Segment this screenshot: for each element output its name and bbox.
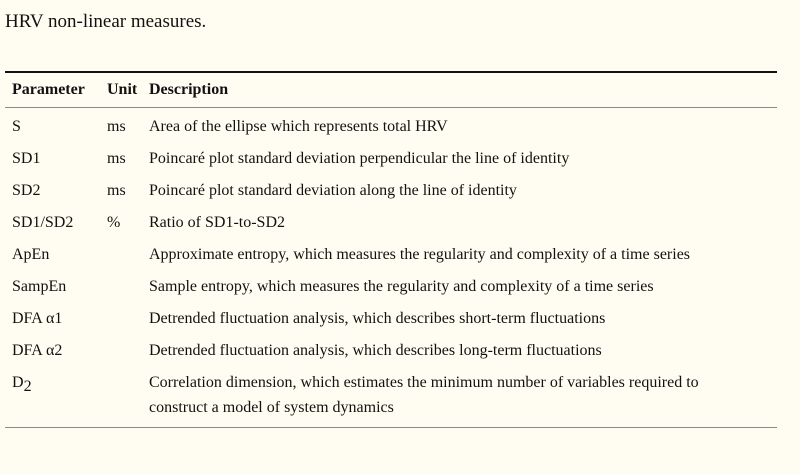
table-row	[5, 267, 777, 299]
cell-parameter: DFA α1	[12, 310, 63, 327]
table-row	[5, 139, 777, 171]
cell-unit	[95, 331, 141, 363]
cell-unit	[95, 267, 141, 299]
table-caption: HRV non-linear measures.	[5, 11, 207, 32]
cell-unit: ms	[107, 150, 126, 167]
parameter-d2	[12, 374, 32, 395]
table-row	[5, 363, 777, 428]
cell-description: Sample entropy, which measures the regularity and complexity of a time series	[149, 278, 654, 295]
cell-parameter: S	[12, 118, 21, 135]
hrv-measures-table-container	[5, 71, 777, 428]
cell-unit	[95, 235, 141, 267]
table-row	[5, 203, 777, 235]
cell-description: Correlation dimension, which estimates the minimum number of variables required to construct a model of system dynamics	[149, 374, 699, 416]
parameter-subscript: 2	[23, 378, 32, 395]
cell-unit: ms	[107, 182, 126, 199]
cell-description: Approximate entropy, which measures the regularity and complexity of a time series	[149, 246, 691, 263]
header-row	[5, 72, 777, 108]
table-row	[5, 235, 777, 267]
table-body	[5, 108, 777, 428]
table-row	[5, 108, 777, 140]
cell-description: Ratio of SD1-to-SD2	[149, 214, 285, 231]
cell-description: Detrended fluctuation analysis, which describes long-term fluctuations	[149, 342, 602, 359]
cell-parameter: SD2	[12, 182, 41, 199]
cell-parameter: SD1	[12, 150, 41, 167]
cell-unit	[95, 299, 141, 331]
cell-parameter: SampEn	[12, 278, 67, 295]
table-row	[5, 299, 777, 331]
cell-unit: ms	[107, 118, 126, 135]
cell-description: Poincaré plot standard deviation perpendicular the line of identity	[149, 150, 570, 167]
header-description: Description	[149, 81, 229, 98]
table-row	[5, 171, 777, 203]
parameter-base: D	[12, 374, 24, 391]
hrv-measures-table	[5, 71, 777, 428]
cell-unit	[95, 363, 141, 428]
cell-unit: %	[107, 214, 121, 231]
table-row	[5, 331, 777, 363]
cell-parameter: DFA α2	[12, 342, 63, 359]
header-unit: Unit	[107, 81, 138, 98]
cell-description: Poincaré plot standard deviation along the line of identity	[149, 182, 517, 199]
cell-description: Detrended fluctuation analysis, which describes short-term fluctuations	[149, 310, 606, 327]
cell-description: Area of the ellipse which represents total HRV	[149, 118, 448, 135]
header-parameter: Parameter	[12, 81, 85, 98]
table-header	[5, 72, 777, 108]
cell-parameter: SD1/SD2	[12, 214, 74, 231]
cell-parameter	[5, 363, 95, 428]
cell-parameter: ApEn	[12, 246, 50, 263]
